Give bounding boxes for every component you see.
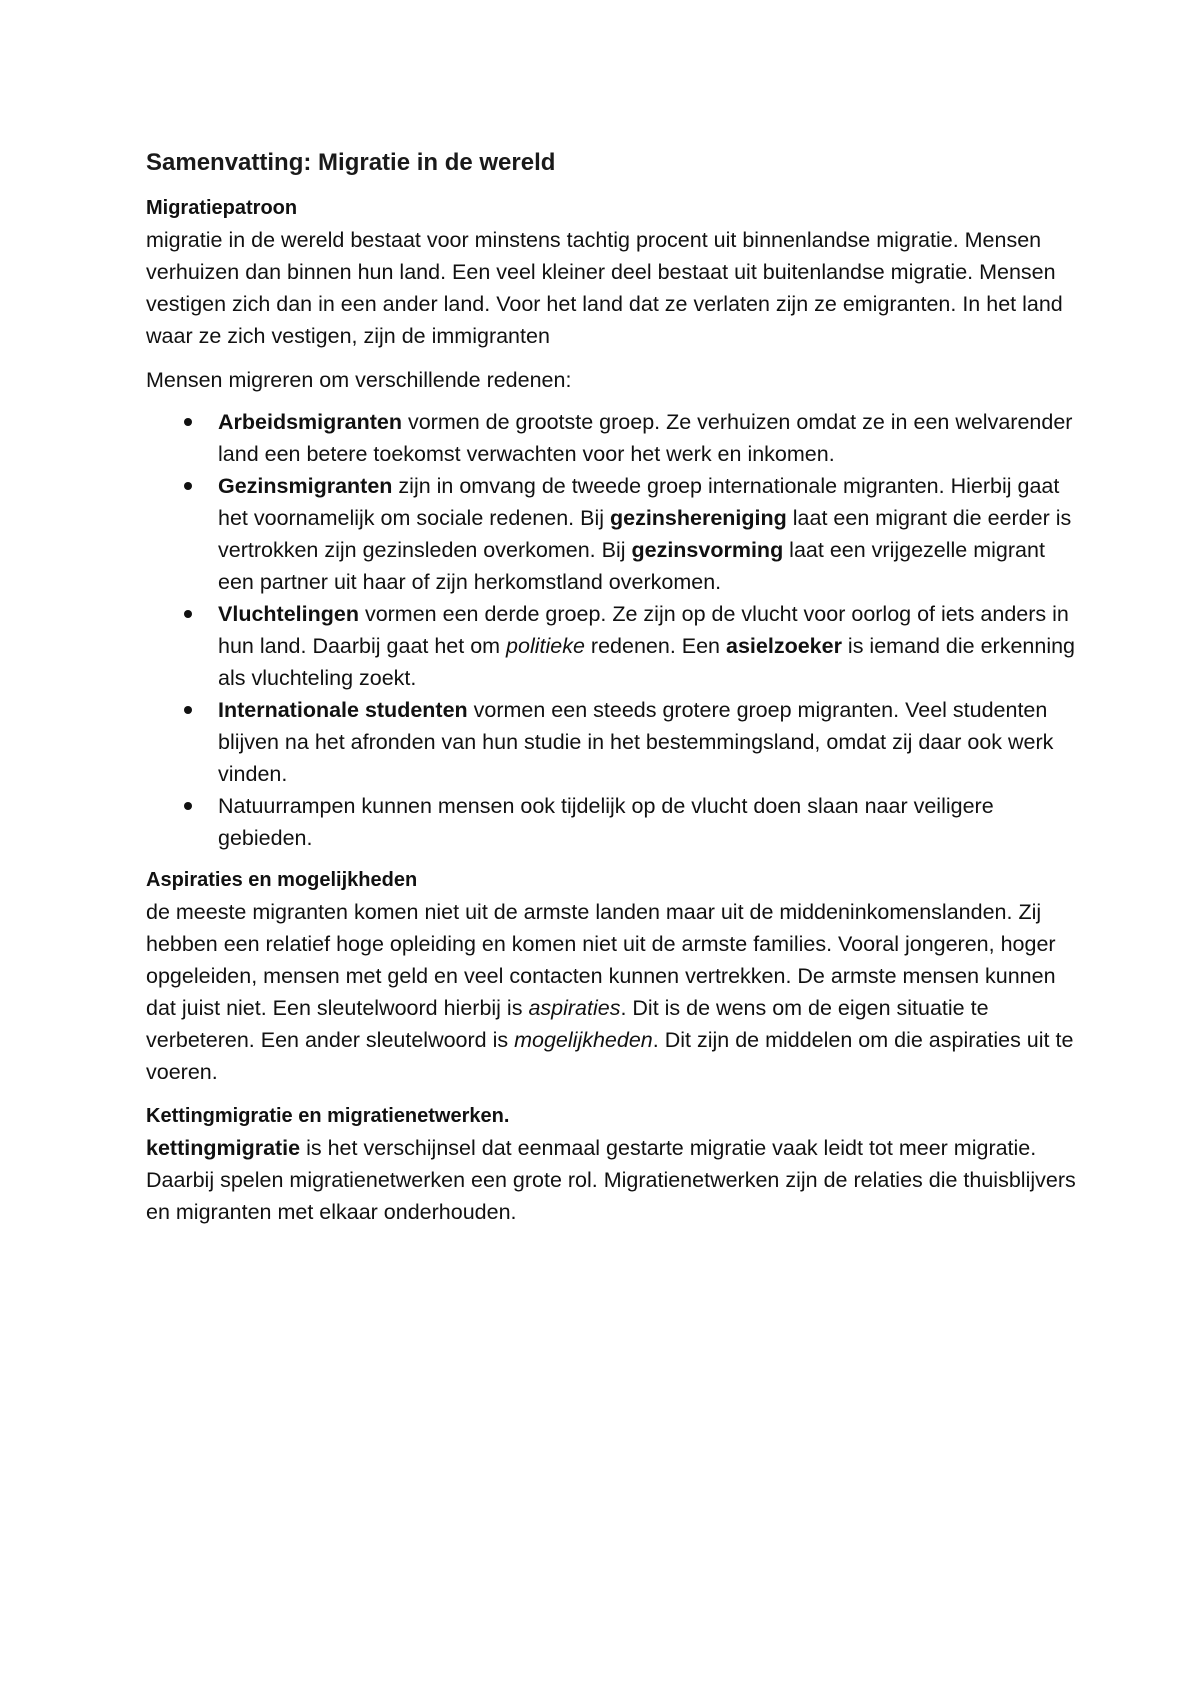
- list-item: [146, 406, 1076, 470]
- list-item-text: zijn in omvang de tweede groep internationale migranten. Hierbij gaat het voornamelijk om sociale redenen. Bij: [218, 474, 1060, 530]
- term: Vluchtelingen: [218, 602, 359, 626]
- section-body-migratiepatroon: migratie in de wereld bestaat voor minstens tachtig procent uit binnenlandse migratie. Mensen verhuizen dan binnen hun land. Een veel kleiner deel bestaat uit buitenlandse migratie. Mensen vestigen zich dan in een ander land. Voor het land dat ze verlaten zijn ze emigranten. In het land waar ze zich vestigen, zijn de immigranten: [146, 228, 1063, 348]
- section-heading-aspiraties: Aspiraties en mogelijkheden: [146, 869, 418, 891]
- list-item-text: is iemand die erkenning als vluchteling zoekt.: [218, 634, 1076, 690]
- bullet-icon: [184, 610, 192, 618]
- list-item-text: vormen een steeds grotere groep migranten. Veel studenten blijven na het afronden van hun studie in het bestemmingsland, omdat zij daar ook werk vinden.: [218, 698, 1054, 786]
- list-item: [146, 694, 1076, 790]
- reasons-intro: Mensen migreren om verschillende redenen:: [146, 368, 572, 392]
- emphasis: mogelijkheden: [514, 1028, 653, 1052]
- list-item-text: redenen. Een: [584, 634, 726, 658]
- term: kettingmigratie: [146, 1136, 301, 1160]
- body-text: . Dit is de wens om de eigen situatie te verbeteren. Een ander sleutelwoord is: [146, 996, 989, 1052]
- list-item-text: vormen de grootste groep. Ze verhuizen omdat ze in een welvarender land een betere toekomst verwachten voor het werk en inkomen.: [218, 410, 1073, 466]
- term: gezinsvorming: [631, 538, 784, 562]
- term: Internationale studenten: [218, 698, 468, 722]
- bullet-icon: [184, 418, 192, 426]
- page-title: Samenvatting: Migratie in de wereld: [146, 149, 556, 176]
- section-heading-kettingmigratie: Kettingmigratie en migratienetwerken.: [146, 1105, 510, 1127]
- term: Gezinsmigranten: [218, 474, 393, 498]
- term: asielzoeker: [726, 634, 842, 658]
- body-text: is het verschijnsel dat eenmaal gestarte migratie vaak leidt tot meer migratie. Daarbij spelen migratienetwerken een grote rol. Migratienetwerken zijn de relaties die thuisblijvers en migranten met elkaar onderhouden.: [146, 1136, 1076, 1224]
- list-item-text: laat een migrant die eerder is vertrokken zijn gezinsleden overkomen. Bij: [218, 506, 1072, 562]
- list-item: [146, 470, 1076, 598]
- list-item: [146, 790, 1076, 854]
- term: gezinshereniging: [609, 506, 787, 530]
- document-content: [146, 146, 1076, 1240]
- list-item-text: vormen een derde groep. Ze zijn op de vlucht voor oorlog of iets anders in hun land. Daarbij gaat het om: [218, 602, 1069, 658]
- reasons-list: [146, 406, 1076, 854]
- section-heading-migratiepatroon: Migratiepatroon: [146, 197, 298, 219]
- body-text: . Dit zijn de middelen om die aspiraties uit te voeren.: [146, 1028, 1074, 1084]
- body-text: de meeste migranten komen niet uit de armste landen maar uit de middeninkomenslanden. Zij hebben een relatief hoge opleiding en komen niet uit de armste families. Vooral jongeren, hoger opgeleiden, mensen met geld en veel contacten kunnen vertrekken. De armste mensen kunnen dat juist niet. Een sleutelwoord hierbij is: [146, 900, 1056, 1020]
- section-body-aspiraties: [146, 896, 1076, 1088]
- emphasis: politieke: [506, 634, 585, 658]
- section-body-kettingmigratie: [146, 1132, 1076, 1228]
- bullet-icon: [184, 802, 192, 810]
- bullet-icon: [184, 482, 192, 490]
- list-item-text: Natuurrampen kunnen mensen ook tijdelijk op de vlucht doen slaan naar veiligere gebieden.: [218, 794, 994, 850]
- list-item-text: laat een vrijgezelle migrant een partner uit haar of zijn herkomstland overkomen.: [218, 538, 1045, 594]
- emphasis: aspiraties: [528, 996, 621, 1020]
- bullet-icon: [184, 706, 192, 714]
- list-item: [146, 598, 1076, 694]
- term: Arbeidsmigranten: [218, 410, 402, 434]
